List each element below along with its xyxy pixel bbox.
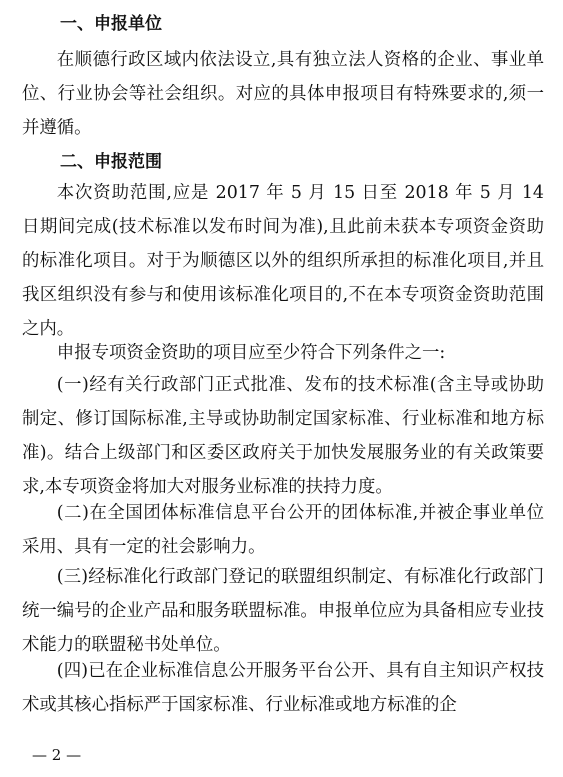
section-2-heading: 二、申报范围: [60, 152, 162, 172]
section-2-paragraph-2: 申报专项资金资助的项目应至少符合下列条件之一:: [56, 343, 446, 363]
page-number: — 2 —: [32, 746, 82, 764]
condition-2: (二)在全国团体标准信息平台公开的团体标准,并被企事业单位采用、具有一定的社会影响力。: [22, 503, 544, 557]
section-2-paragraph-1: 本次资助范围,应是 2017 年 5 月 15 日至 2018 年 5 月 14 日期间完成(技术标准以发布时间为准),且此前未获本专项资金资助的标准化项目。对于为顺德区以外的组织所承担的标准化项目,并且我区组织没有参与和使用该标准化项目的,不在本专项资金资助范围之内。: [22, 183, 544, 339]
section-1-paragraph: 在顺德行政区域内依法设立,具有独立法人资格的企业、事业单位、行业协会等社会组织。对应的具体申报项目有特殊要求的,须一并遵循。: [22, 50, 544, 138]
condition-4: (四)已在企业标准信息公开服务平台公开、具有自主知识产权技术或其核心指标严于国家标准、行业标准或地方标准的企: [22, 661, 544, 715]
condition-1: (一)经有关行政部门正式批准、发布的技术标准(含主导或协助制定、修订国际标准,主导或协助制定国家标准、行业标准和地方标准)。结合上级部门和区委区政府关于加快发展服务业的有关政策要求,本专项资金将加大对服务业标准的扶持力度。: [22, 375, 544, 497]
section-1-heading: 一、申报单位: [60, 14, 162, 34]
condition-3: (三)经标准化行政部门登记的联盟组织制定、有标准化行政部门统一编号的企业产品和服务联盟标准。申报单位应为具备相应专业技术能力的联盟秘书处单位。: [22, 567, 544, 655]
